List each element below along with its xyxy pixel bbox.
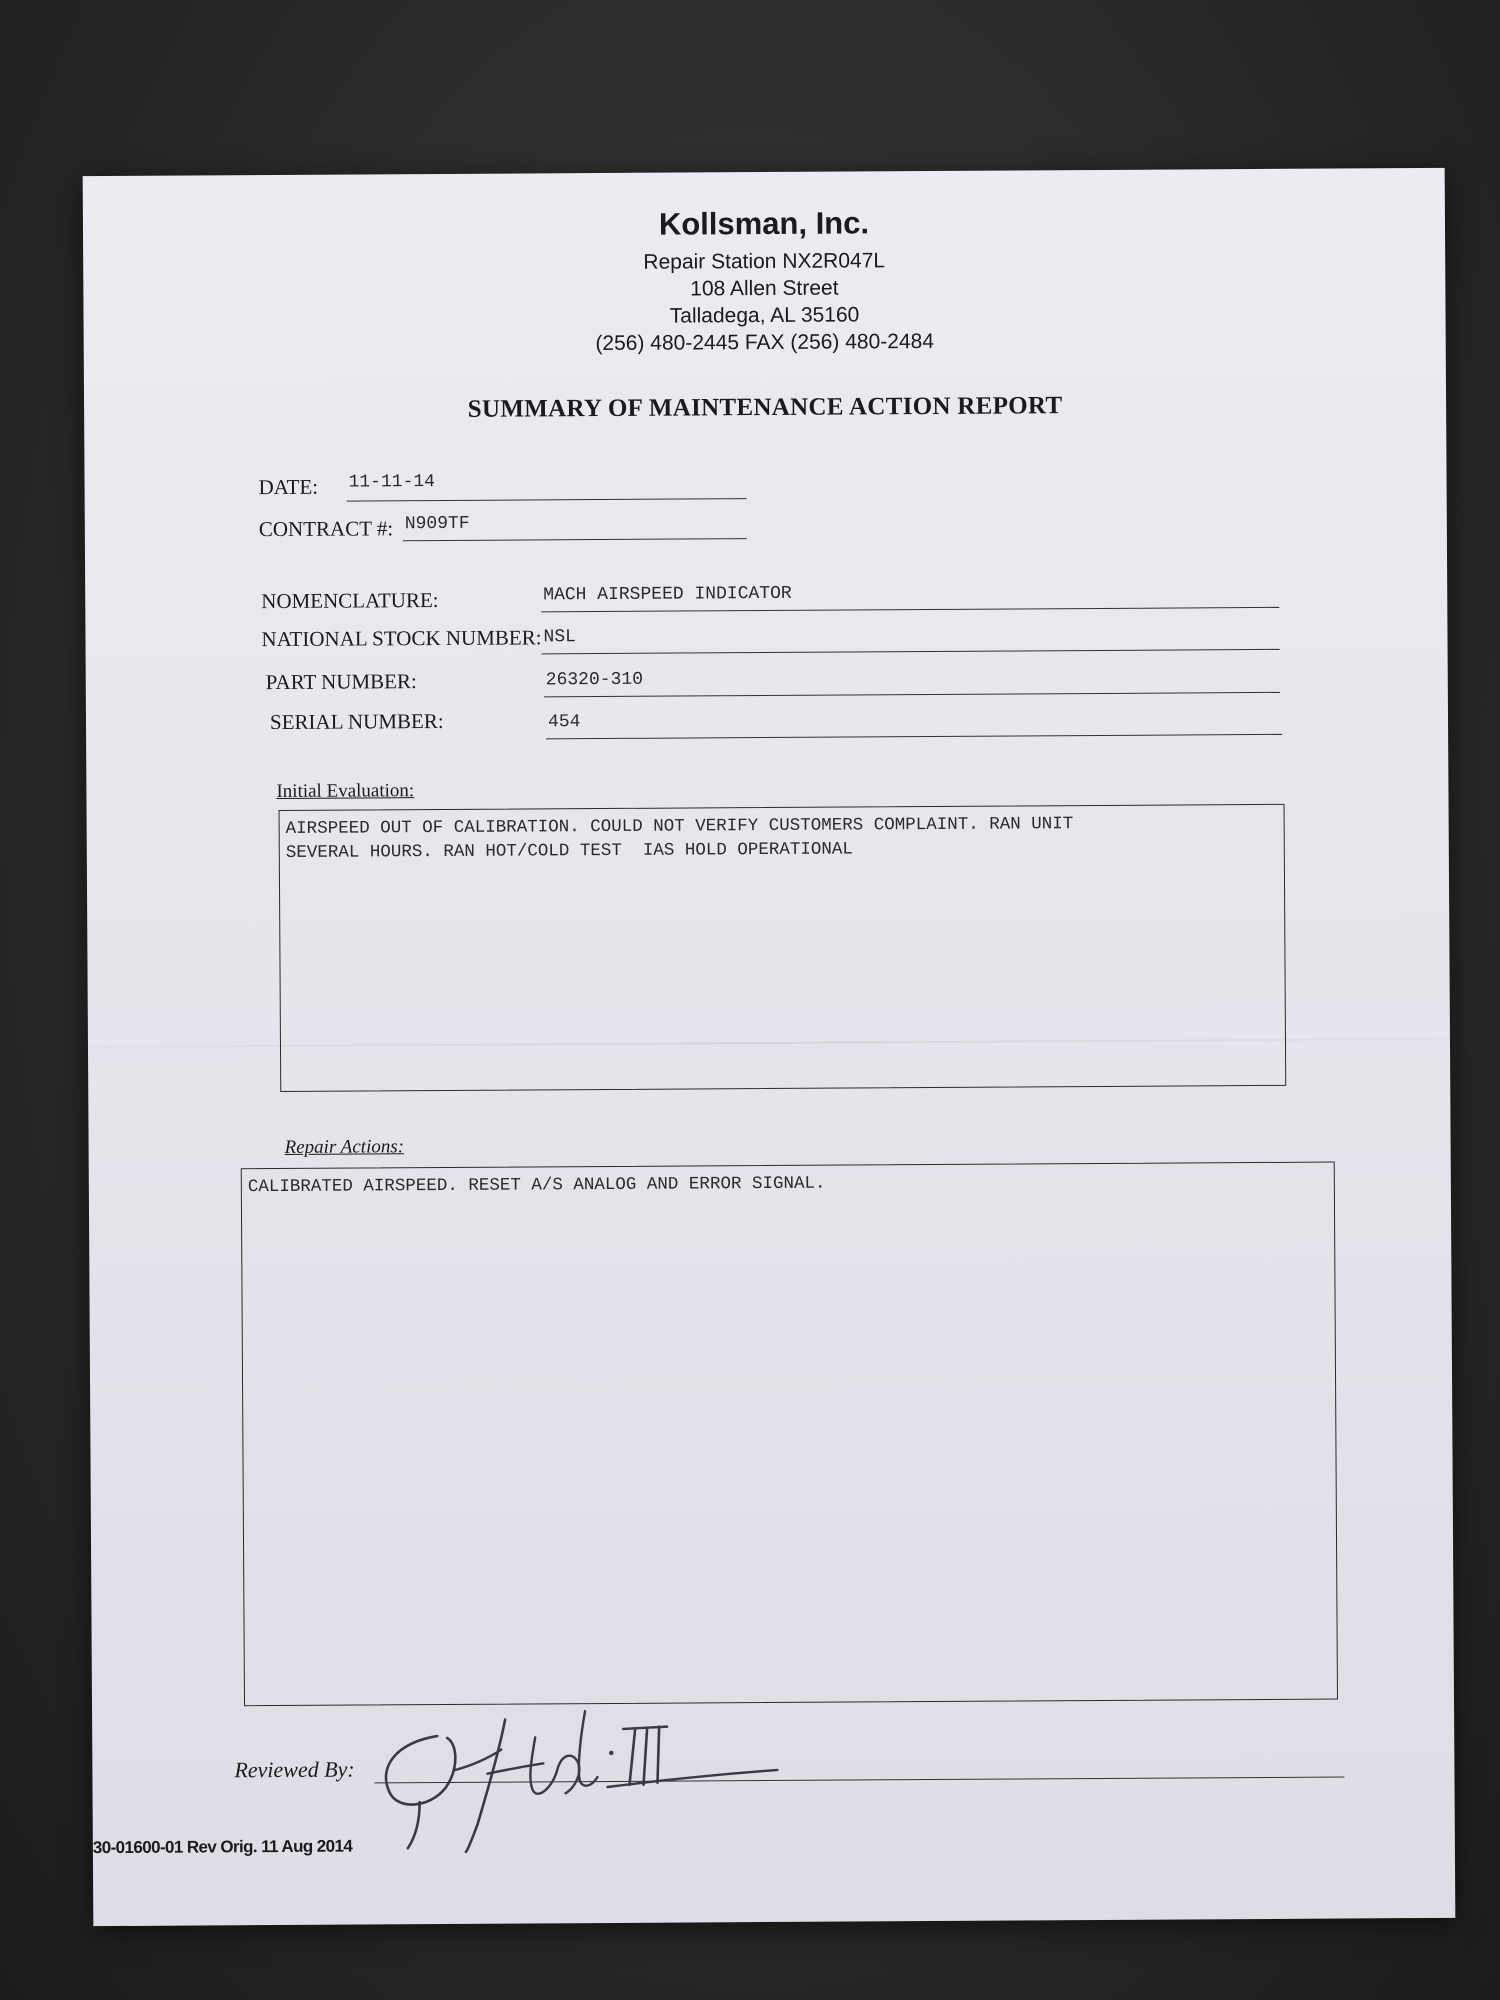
form-footer-id: 30-01600-01 Rev Orig. 11 Aug 2014 [92,1836,353,1858]
repair-actions-title: Repair Actions: [284,1136,405,1158]
nomenclature-value: MACH AIRSPEED INDICATOR [543,583,792,606]
serial-number-underline [546,734,1282,739]
handwritten-signature [367,1702,788,1855]
company-name: Kollsman, Inc. [658,205,870,242]
repair-station: Repair Station NX2R047L [643,249,886,274]
serial-number-label: SERIAL NUMBER: [269,708,444,735]
contract-label: CONTRACT #: [258,516,394,542]
nomenclature-label: NOMENCLATURE: [261,588,439,614]
nsn-underline [542,649,1280,655]
date-value: 11-11-14 [348,472,436,493]
initial-evaluation-title: Initial Evaluation: [276,780,415,803]
letterhead [83,202,1446,360]
report-title: SUMMARY OF MAINTENANCE ACTION REPORT [467,392,1063,423]
date-label: DATE: [258,474,319,500]
contract-underline [403,538,747,541]
part-number-underline [544,692,1280,697]
part-number-value: 26320-310 [545,669,644,691]
city-address: Talladega, AL 35160 [669,303,860,328]
part-number-label: PART NUMBER: [265,669,417,695]
serial-number-value: 454 [547,712,581,733]
initial-evaluation-box: AIRSPEED OUT OF CALIBRATION. COULD NOT VERIFY CUSTOMERS COMPLAINT. RAN UNIT SEVERAL HOURS. RAN HOT/COLD TEST IAS HOLD OPERATIONAL [279,804,1287,1092]
date-underline [347,498,747,501]
street-address: 108 Allen Street [690,276,839,301]
phone-fax: (256) 480-2445 FAX (256) 480-2484 [595,329,935,356]
maintenance-report-sheet [83,168,1456,1926]
reviewed-by-label: Reviewed By: [234,1756,355,1783]
nsn-value: NSL [543,627,576,648]
contract-value: N909TF [404,513,470,535]
repair-actions-box: CALIBRATED AIRSPEED. RESET A/S ANALOG AND ERROR SIGNAL. [241,1162,1338,1707]
nsn-label: NATIONAL STOCK NUMBER: [261,625,542,652]
nomenclature-underline [541,607,1279,613]
